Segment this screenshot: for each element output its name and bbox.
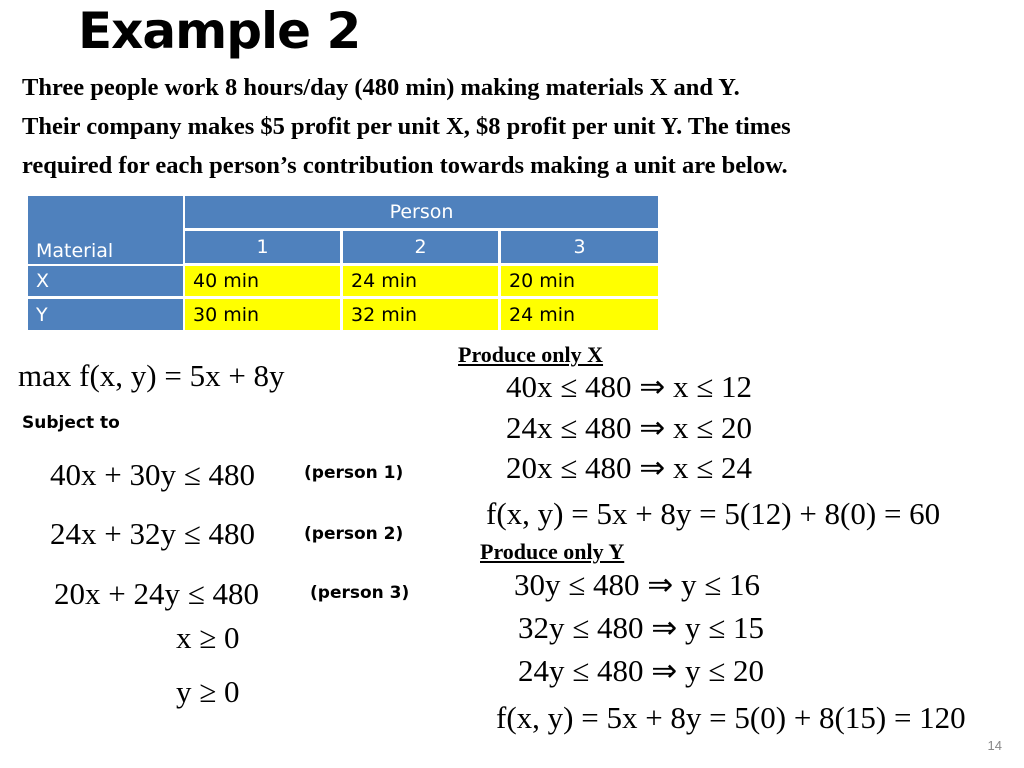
slide-title: Example 2 [78, 2, 361, 60]
only-y-line-1: 30y ≤ 480 ⇒ y ≤ 16 [514, 567, 761, 602]
cell-y-2: 32 min [343, 299, 498, 330]
constraint-note-person-3: (person 3) [310, 583, 410, 603]
time-table [28, 196, 658, 332]
constraint-person-2: 24x + 32y ≤ 480 [50, 516, 255, 551]
cell-x-2: 24 min [343, 266, 498, 296]
only-y-line-2: 32y ≤ 480 ⇒ y ≤ 15 [518, 610, 765, 645]
only-y-result: f(x, y) = 5x + 8y = 5(0) + 8(15) = 120 [496, 700, 966, 735]
row-label-y: Y [28, 299, 183, 330]
nonneg-y: y ≥ 0 [176, 674, 240, 709]
column-header-3: 3 [501, 231, 658, 263]
constraint-note-person-1: (person 1) [304, 463, 404, 483]
page-number: 14 [987, 738, 1002, 753]
cell-y-3: 24 min [501, 299, 658, 330]
table-row-header-cell [28, 196, 183, 264]
intro-line-2: Their company makes $5 profit per unit X, $8 profit per unit Y. The times [22, 113, 791, 140]
column-header-2: 2 [343, 231, 498, 263]
only-x-line-1: 40x ≤ 480 ⇒ x ≤ 12 [506, 369, 753, 404]
intro-line-3: required for each person’s contribution towards making a unit are below. [22, 152, 788, 179]
cell-x-3: 20 min [501, 266, 658, 296]
row-label-x: X [28, 266, 183, 296]
column-header-1: 1 [185, 231, 340, 263]
objective-function: max f(x, y) = 5x + 8y [18, 358, 285, 393]
subject-to-label: Subject to [22, 413, 120, 433]
cell-x-1: 40 min [185, 266, 340, 296]
intro-text [22, 68, 1022, 185]
constraint-note-person-2: (person 2) [304, 524, 404, 544]
only-x-result: f(x, y) = 5x + 8y = 5(12) + 8(0) = 60 [486, 496, 941, 531]
constraint-person-1: 40x + 30y ≤ 480 [50, 457, 255, 492]
cell-y-1: 30 min [185, 299, 340, 330]
produce-only-x-heading: Produce only X [458, 342, 604, 367]
only-x-line-3: 20x ≤ 480 ⇒ x ≤ 24 [506, 450, 753, 485]
person-header: Person [185, 196, 658, 228]
only-x-line-2: 24x ≤ 480 ⇒ x ≤ 20 [506, 410, 753, 445]
only-y-line-3: 24y ≤ 480 ⇒ y ≤ 20 [518, 653, 765, 688]
constraint-person-3: 20x + 24y ≤ 480 [54, 576, 259, 611]
intro-line-1: Three people work 8 hours/day (480 min) making materials X and Y. [22, 74, 740, 101]
material-header: Material [36, 240, 114, 262]
produce-only-y-heading: Produce only Y [480, 539, 625, 564]
nonneg-x: x ≥ 0 [176, 620, 240, 655]
